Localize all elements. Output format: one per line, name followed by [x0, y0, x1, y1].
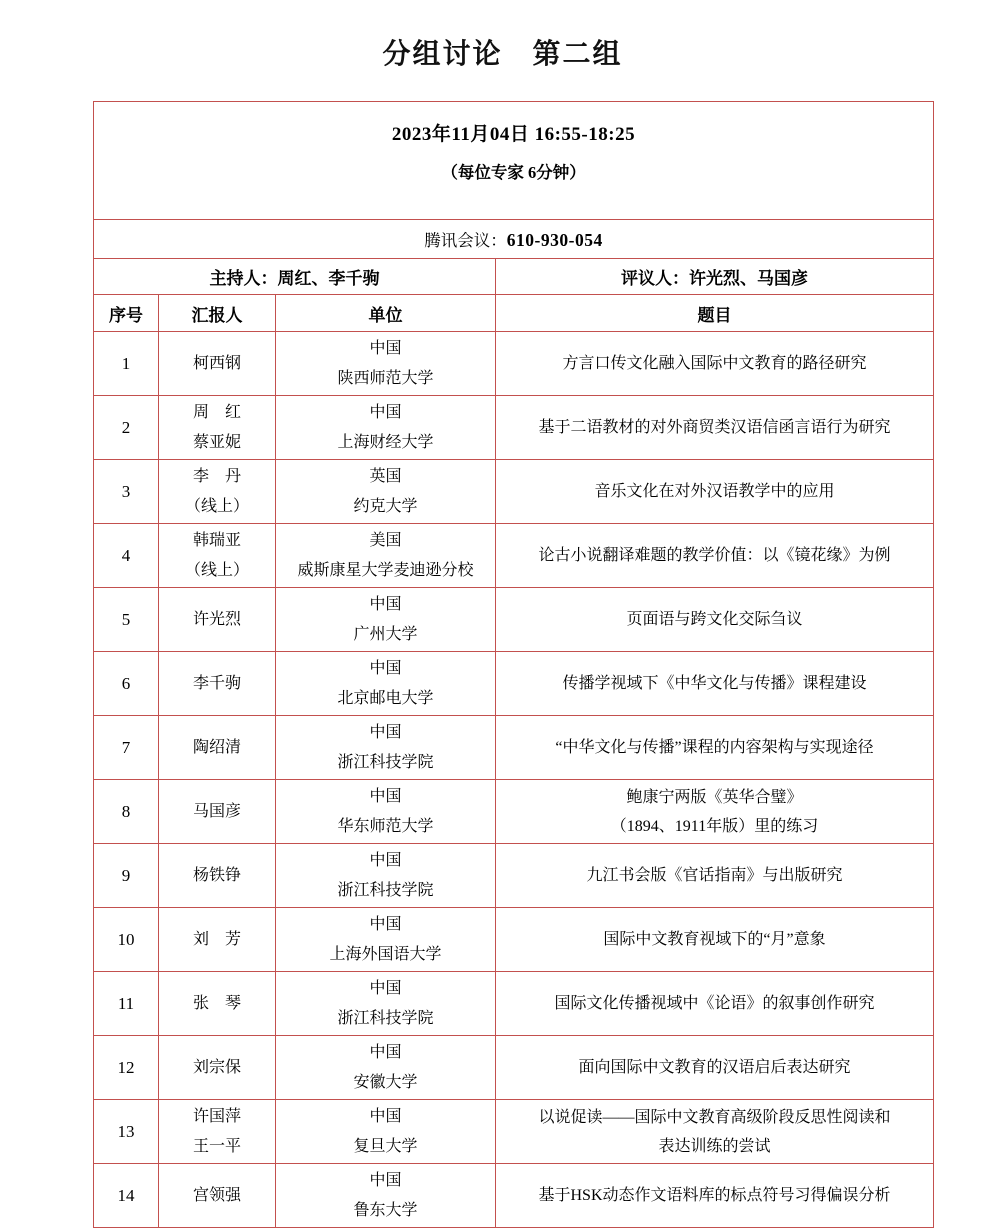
cell-line: （1894、1911年版）里的练习: [610, 817, 819, 835]
cell-line: 复旦大学: [353, 1137, 418, 1155]
column-header-0: 序号: [94, 295, 159, 332]
title-cell: [496, 332, 934, 396]
affiliation-cell: [276, 1036, 496, 1100]
cell-line: 张 琴: [192, 994, 241, 1012]
affiliation-cell: [276, 1100, 496, 1164]
cell-line: 刘宗保: [192, 1058, 241, 1076]
affiliation-cell: [276, 1164, 496, 1228]
cell-line: 陶绍清: [192, 738, 241, 756]
cell-line: 中国: [369, 979, 402, 997]
title-cell: [496, 908, 934, 972]
cell-line: （线上）: [184, 497, 249, 515]
title-cell: [496, 588, 934, 652]
table-row: [94, 1164, 934, 1228]
table-row: [94, 460, 934, 524]
cell-line: 许光烈: [192, 610, 241, 628]
cell-line: 中国: [369, 339, 402, 357]
presenter-cell: [159, 396, 276, 460]
cell-line: 中国: [369, 595, 402, 613]
row-number-cell: 4: [94, 524, 159, 588]
cell-line: 王一平: [192, 1137, 241, 1155]
row-number-cell: 3: [94, 460, 159, 524]
title-cell: [496, 844, 934, 908]
cell-line: 上海财经大学: [337, 433, 434, 451]
presenter-cell: [159, 524, 276, 588]
table-row: [94, 396, 934, 460]
cell-line: 华东师范大学: [337, 817, 434, 835]
cell-line: 中国: [369, 1171, 402, 1189]
title-cell: [496, 652, 934, 716]
cell-line: 安徽大学: [353, 1073, 418, 1091]
table-row: [94, 588, 934, 652]
meeting-row: [94, 220, 934, 259]
cell-line: 威斯康星大学麦迪逊分校: [297, 561, 474, 579]
cell-line: 宫领强: [192, 1186, 241, 1204]
presenter-cell: [159, 1100, 276, 1164]
row-number-cell: 7: [94, 716, 159, 780]
cell-line: 北京邮电大学: [337, 689, 434, 707]
affiliation-cell: [276, 780, 496, 844]
cell-line: 九江书会版《官话指南》与出版研究: [586, 867, 843, 884]
presenter-cell: [159, 972, 276, 1036]
title-cell: [496, 972, 934, 1036]
affiliation-cell: [276, 972, 496, 1036]
cell-line: 英国: [369, 467, 402, 485]
cell-line: 国际文化传播视域中《论语》的叙事创作研究: [554, 995, 875, 1012]
cell-line: 中国: [369, 851, 402, 869]
cell-line: 李千驹: [192, 674, 241, 692]
column-header-1: 汇报人: [159, 295, 276, 332]
cell-line: 方言口传文化融入国际中文教育的路径研究: [562, 355, 867, 372]
table-row: [94, 524, 934, 588]
cell-line: 表达训练的尝试: [658, 1137, 771, 1155]
cell-line: 中国: [369, 787, 402, 805]
presenter-cell: [159, 844, 276, 908]
session-datetime-cell: [94, 102, 934, 220]
presenter-cell: [159, 332, 276, 396]
affiliation-cell: [276, 716, 496, 780]
affiliation-cell: [276, 460, 496, 524]
cell-line: （线上）: [184, 561, 249, 579]
table-row: [94, 780, 934, 844]
row-number-cell: 10: [94, 908, 159, 972]
presenter-cell: [159, 1164, 276, 1228]
column-header-2: 单位: [276, 295, 496, 332]
presenter-cell: [159, 780, 276, 844]
reviewers-cell: 评议人：许光烈、马国彦: [496, 259, 934, 295]
row-number-cell: 6: [94, 652, 159, 716]
cell-line: 许国萍: [192, 1107, 241, 1125]
cell-line: 中国: [369, 403, 402, 421]
cell-line: “中华文化与传播”课程的内容架构与实现途径: [555, 739, 874, 756]
cell-line: 鲁东大学: [353, 1201, 418, 1219]
title-cell: [496, 1100, 934, 1164]
cell-line: 中国: [369, 1107, 402, 1125]
row-number-cell: 2: [94, 396, 159, 460]
row-number-cell: 14: [94, 1164, 159, 1228]
table-header-row: [94, 295, 934, 332]
cell-line: 杨铁铮: [192, 866, 241, 884]
affiliation-cell: [276, 524, 496, 588]
title-cell: [496, 780, 934, 844]
cell-line: 以说促读——国际中文教育高级阶段反思性阅读和: [538, 1108, 891, 1126]
table-row: [94, 1100, 934, 1164]
cell-line: 约克大学: [353, 497, 418, 515]
title-cell: [496, 1164, 934, 1228]
title-cell: [496, 396, 934, 460]
affiliation-cell: [276, 332, 496, 396]
affiliation-cell: [276, 908, 496, 972]
schedule-table: [93, 101, 934, 1228]
row-number-cell: 1: [94, 332, 159, 396]
row-number-cell: 12: [94, 1036, 159, 1100]
table-row: [94, 908, 934, 972]
cell-line: 上海外国语大学: [329, 945, 442, 963]
presenter-cell: [159, 588, 276, 652]
cell-line: 鲍康宁两版《英华合璧》: [626, 788, 803, 806]
table-row: [94, 1036, 934, 1100]
cell-line: 李 丹: [192, 467, 241, 485]
title-cell: [496, 716, 934, 780]
presenter-cell: [159, 716, 276, 780]
affiliation-cell: [276, 844, 496, 908]
cell-line: 中国: [369, 659, 402, 677]
cell-line: 刘 芳: [192, 930, 241, 948]
cell-line: 基于HSK动态作文语料库的标点符号习得偏误分析: [538, 1187, 891, 1204]
cell-line: 浙江科技学院: [337, 1009, 434, 1027]
affiliation-cell: [276, 396, 496, 460]
table-row: [94, 652, 934, 716]
cell-line: 浙江科技学院: [337, 881, 434, 899]
cell-line: 广州大学: [353, 625, 418, 643]
title-cell: [496, 1036, 934, 1100]
cell-line: 国际中文教育视域下的“月”意象: [603, 931, 826, 948]
hosts-cell: 主持人：周红、李千驹: [94, 259, 496, 295]
cell-line: 蔡亚妮: [192, 433, 241, 451]
cell-line: 韩瑞亚: [192, 531, 241, 549]
table-row: [94, 972, 934, 1036]
meeting-cell: [94, 220, 934, 259]
cell-line: 页面语与跨文化交际刍议: [626, 611, 803, 628]
title-cell: [496, 524, 934, 588]
cell-line: 美国: [369, 531, 402, 549]
cell-line: 中国: [369, 915, 402, 933]
cell-line: 传播学视域下《中华文化与传播》课程建设: [562, 675, 867, 692]
cell-line: 马国彦: [192, 802, 241, 820]
row-number-cell: 11: [94, 972, 159, 1036]
row-number-cell: 13: [94, 1100, 159, 1164]
row-number-cell: 5: [94, 588, 159, 652]
session-datetime: 2023年11月04日 16:55-18:25: [391, 124, 636, 145]
presenter-cell: [159, 652, 276, 716]
session-datetime-row: [94, 102, 934, 220]
presenter-cell: [159, 460, 276, 524]
table-row: [94, 844, 934, 908]
affiliation-cell: [276, 652, 496, 716]
cell-line: 柯西钢: [192, 354, 241, 372]
row-number-cell: 9: [94, 844, 159, 908]
cell-line: 论古小说翻译难题的教学价值：以《镜花缘》为例: [538, 547, 891, 564]
meeting-label: 腾讯会议：: [424, 231, 507, 250]
cell-line: 基于二语教材的对外商贸类汉语信函言语行为研究: [538, 419, 891, 436]
cell-line: 中国: [369, 1043, 402, 1061]
column-header-3: 题目: [496, 295, 934, 332]
cell-line: 音乐文化在对外汉语教学中的应用: [594, 483, 835, 500]
presenter-cell: [159, 908, 276, 972]
row-number-cell: 8: [94, 780, 159, 844]
table-row: [94, 716, 934, 780]
presenter-cell: [159, 1036, 276, 1100]
affiliation-cell: [276, 588, 496, 652]
table-row: [94, 332, 934, 396]
meeting-id: 610-930-054: [506, 230, 603, 250]
hosts-row: [94, 259, 934, 295]
cell-line: 中国: [369, 723, 402, 741]
session-note: （每位专家 6分钟）: [441, 163, 586, 182]
cell-line: 周 红: [192, 403, 241, 421]
page-title: 分组讨论 第二组: [382, 38, 623, 69]
cell-line: 陕西师范大学: [337, 369, 434, 387]
cell-line: 浙江科技学院: [337, 753, 434, 771]
title-cell: [496, 460, 934, 524]
cell-line: 面向国际中文教育的汉语启后表达研究: [578, 1059, 851, 1076]
